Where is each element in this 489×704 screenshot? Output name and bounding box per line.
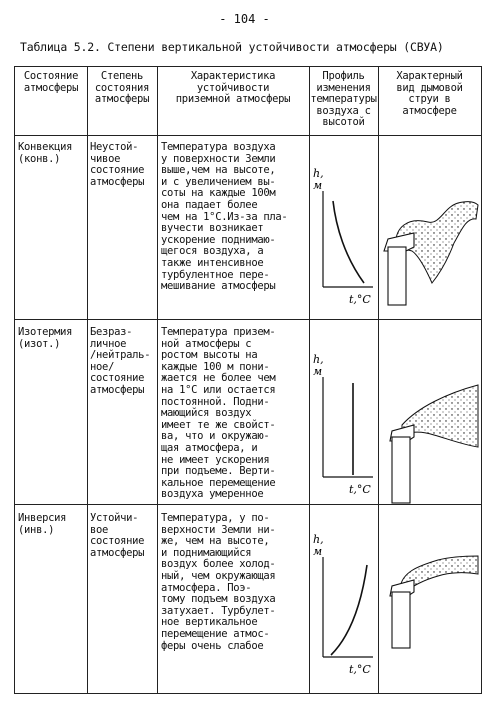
header-profile: Профиль изменения температуры воздуха с высотой: [310, 70, 377, 129]
row3-degree: Устойчи- вое состояние атмосферы: [90, 512, 145, 559]
svg-text:h,: h,: [313, 533, 324, 546]
plume-isotherm: [378, 377, 481, 507]
plume-inversion: [378, 522, 481, 652]
table-caption: Таблица 5.2. Степени вертикальной устойчивости атмосферы (СВУА): [20, 40, 444, 54]
header-degree: Степень состояния атмосферы: [94, 70, 150, 106]
row2-degree: Безраз- личное /нейтраль- ное/ состояние атмосферы: [90, 326, 151, 396]
profile-inversion: [309, 527, 378, 677]
stability-table: [14, 66, 482, 694]
row1-state: Конвекция (конв.): [18, 141, 73, 165]
header-state: Состояние атмосферы: [23, 70, 79, 94]
row1-degree: Неустой- чивое состояние атмосферы: [90, 141, 145, 188]
plume-convection: [378, 177, 481, 307]
svg-text:t,°C: t,°C: [349, 663, 371, 676]
page-number: - 104 -: [219, 12, 270, 26]
row2-description: Температура призем- ной атмосферы с ростом высоты на каждые 100 м пони- жается не более чем на 1°С или остается постоянной. Подни- мающийся воздух имеет те же свойст- ва, что и окружаю- щая атмосфера, и не имеет ускорения при подъеме. Верти- кальное перемещение воздуха умеренное: [161, 326, 276, 501]
svg-text:h,: h,: [313, 353, 324, 366]
axis-t-label: t,°C: [349, 293, 371, 306]
row3-state: Инверсия (инв.): [18, 512, 67, 536]
profile-convection: [309, 167, 378, 307]
svg-text:м: м: [313, 545, 323, 558]
row2-state: Изотермия (изот.): [18, 326, 73, 350]
axis-m-label: м: [313, 179, 323, 192]
row3-description: Температура, у по- верхности Земли ни- же, чем на высоте, и поднимающийся воздух более холод- ный, чем окружающая атмосфера. Поэ- тому подъем воздуха затухает. Турбулет- ное вертикальное перемещение атмос- феры очень слабое: [161, 512, 276, 652]
axis-h-label: h,: [313, 167, 324, 180]
row1-description: Температура воздуха у поверхности Земли выше,чем на высоте, и с увеличением вы- соты на каждые 100м она падает более чем на 1°С.Из-за пла- вучести возникает ускорение поднимаю- щегося воздуха, а также интенсивное турбулентное пере- мешивание атмосферы: [161, 141, 288, 293]
header-plume: Характерный вид дымовой струи в атмосфере: [396, 70, 463, 117]
profile-isotherm: [309, 347, 378, 497]
svg-text:м: м: [313, 365, 323, 378]
header-description: Характеристика устойчивости приземной атмосферы: [175, 70, 291, 106]
svg-text:t,°C: t,°C: [349, 483, 371, 496]
